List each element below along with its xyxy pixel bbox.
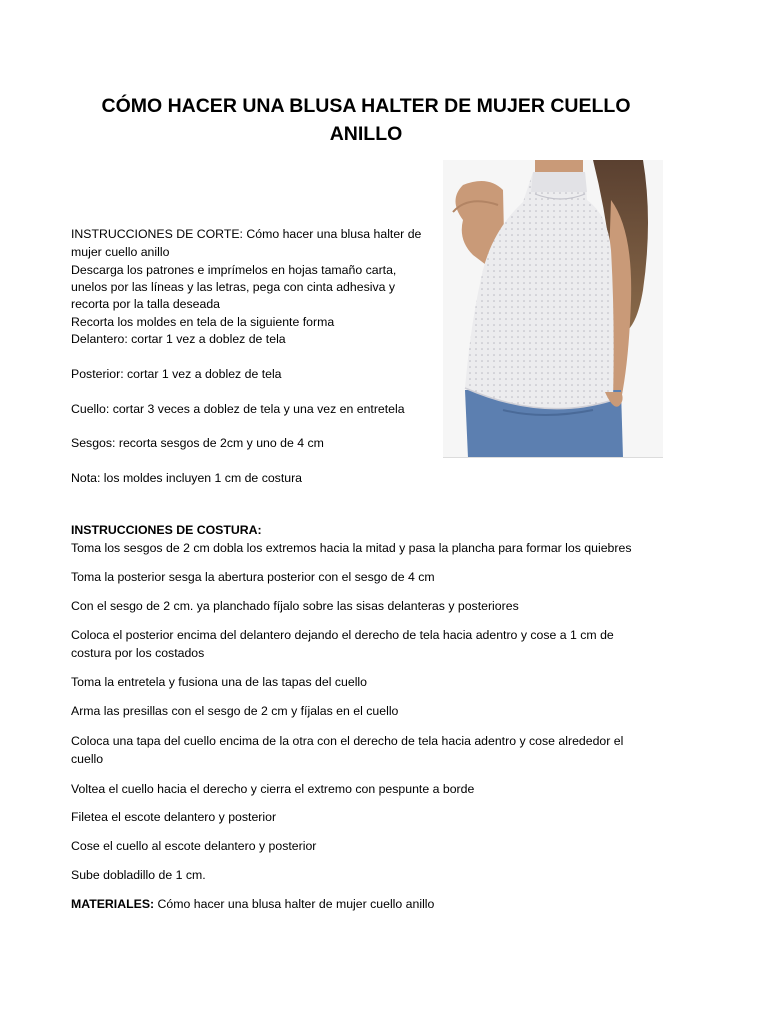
sew-step-8: Voltea el cuello hacia el derecho y cierra el extremo con pespunte a borde bbox=[71, 782, 475, 796]
title-line-1: CÓMO HACER UNA BLUSA HALTER DE MUJER CUELLO bbox=[101, 95, 631, 117]
cut-fabric-text: Recorta los moldes en tela de la siguiente forma bbox=[71, 315, 335, 329]
sew-step-9: Filetea el escote delantero y posterior bbox=[71, 810, 277, 824]
materials-rest: Cómo hacer una blusa halter de mujer cuello anillo bbox=[154, 897, 435, 911]
sew-step-1: Toma los sesgos de 2 cm dobla los extremos hacia la mitad y pasa la plancha para formar los quiebres bbox=[71, 541, 632, 555]
sew-step-4-line-1: Coloca el posterior encima del delantero dejando el derecho de tela hacia adentro y cose a 1 cm de bbox=[71, 628, 614, 642]
sew-step-2: Toma la posterior sesga la abertura posterior con el sesgo de 4 cm bbox=[71, 570, 435, 584]
materials-line bbox=[71, 895, 434, 913]
cut-heading-line bbox=[71, 225, 421, 243]
materials-heading: MATERIALES: bbox=[71, 897, 155, 911]
document-title bbox=[60, 92, 672, 148]
bias-cut-text: Sesgos: recorta sesgos de 2cm y uno de 4 cm bbox=[71, 436, 324, 450]
collar-cut-text: Cuello: cortar 3 veces a doblez de tela y una vez en entretela bbox=[71, 402, 405, 416]
download-line-1: Descarga los patrones e imprímelos en hojas tamaño carta, bbox=[71, 263, 397, 277]
seam-note-text: Nota: los moldes incluyen 1 cm de costura bbox=[71, 471, 303, 485]
blouse-photo bbox=[443, 160, 663, 458]
download-line-2: unelos por las líneas y las letras, pega con cinta adhesiva y bbox=[71, 280, 396, 294]
cut-heading-rest: Cómo hacer una blusa halter de bbox=[242, 227, 422, 241]
sew-step-10: Cose el cuello al escote delantero y posterior bbox=[71, 839, 317, 853]
sew-heading: INSTRUCCIONES DE COSTURA: bbox=[71, 523, 262, 537]
sew-step-11: Sube dobladillo de 1 cm. bbox=[71, 868, 206, 882]
sew-step-6: Arma las presillas con el sesgo de 2 cm y fíjalas en el cuello bbox=[71, 704, 399, 718]
front-cut-text: Delantero: cortar 1 vez a doblez de tela bbox=[71, 332, 286, 346]
sew-step-3: Con el sesgo de 2 cm. ya planchado fíjalo sobre las sisas delanteras y posteriores bbox=[71, 599, 519, 613]
sew-step-7-line-2: cuello bbox=[71, 752, 104, 766]
sew-step-4-line-2: costura por los costados bbox=[71, 646, 205, 660]
title-line-2: ANILLO bbox=[329, 123, 403, 145]
sew-step-7-line-1: Coloca una tapa del cuello encima de la otra con el derecho de tela hacia adentro y cose alrededor el bbox=[71, 734, 624, 748]
cut-heading: INSTRUCCIONES DE CORTE: bbox=[71, 227, 243, 241]
sew-step-5: Toma la entretela y fusiona una de las tapas del cuello bbox=[71, 675, 367, 689]
cut-heading-line-2: mujer cuello anillo bbox=[71, 245, 170, 259]
back-cut-text: Posterior: cortar 1 vez a doblez de tela bbox=[71, 367, 282, 381]
download-line-3: recorta por la talla deseada bbox=[71, 297, 221, 311]
